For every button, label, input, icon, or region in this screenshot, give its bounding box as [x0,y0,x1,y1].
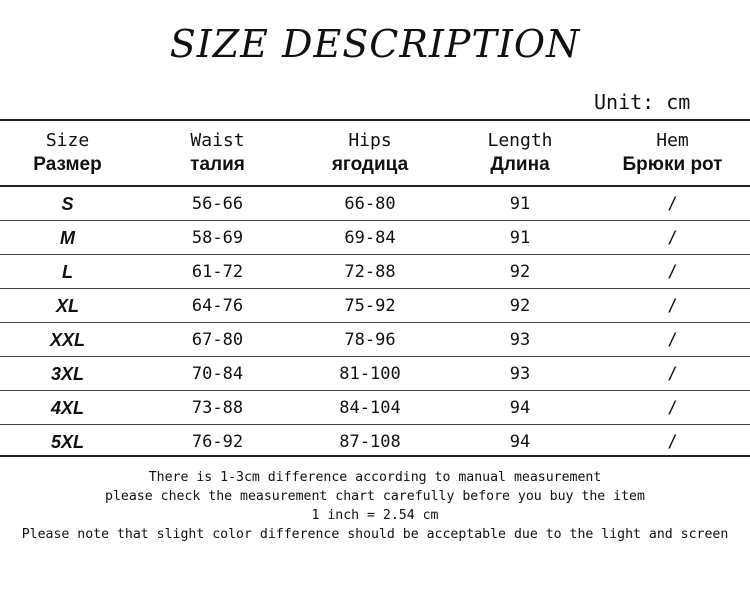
header-length-ru: Длина [490,154,550,175]
table-row [0,187,750,221]
note-difference: There is 1-3cm difference according to manual measurement [148,470,602,485]
header-waist-ru: талия [190,154,245,175]
cell-waist: 61-72 [191,262,244,282]
header-length [450,129,590,177]
cell-length: 91 [509,228,531,248]
cell-hem: / [667,262,678,282]
cell-size: XXL [49,330,85,350]
header-hem-ru: Брюки рот [622,154,723,175]
cell-hem: / [667,432,678,452]
header-hips-ru: ягодица [331,154,409,175]
header-size-ru: Размер [33,154,102,175]
cell-hips: 66-80 [344,194,396,214]
cell-hem: / [667,228,678,248]
cell-waist: 56-66 [191,194,244,214]
cell-length: 93 [509,330,531,350]
header-waist [150,129,285,177]
cell-size: 4XL [50,398,84,418]
cell-size: 3XL [50,364,84,384]
notes-block [0,468,750,544]
cell-length: 92 [509,296,531,316]
table-row [0,221,750,255]
cell-length: 93 [509,364,531,384]
table-row [0,255,750,289]
cell-size: M [60,228,75,248]
table-header-row [0,121,750,185]
header-hem [600,129,745,177]
cell-hips: 81-100 [339,364,401,384]
cell-size: S [61,194,74,214]
cell-hips: 84-104 [339,398,401,418]
note-inch-conversion: 1 inch = 2.54 cm [311,508,439,523]
header-hips [300,129,440,177]
header-size [0,129,135,177]
cell-hips: 72-88 [344,262,396,282]
note-check-chart: please check the measurement chart carefully before you buy the item [105,489,645,504]
table-row [0,425,750,459]
cell-waist: 67-80 [191,330,244,350]
header-size-en: Size [45,130,90,151]
note-color-difference: Please note that slight color difference should be acceptable due to the light and screen [21,527,729,542]
cell-waist: 58-69 [191,228,244,248]
cell-hips: 69-84 [344,228,396,248]
cell-hem: / [667,296,678,316]
cell-hem: / [667,194,678,214]
cell-length: 94 [509,398,531,418]
cell-hips: 75-92 [344,296,396,316]
cell-waist: 64-76 [191,296,244,316]
table-row [0,289,750,323]
header-hem-en: Hem [656,130,689,151]
cell-waist: 73-88 [191,398,244,418]
cell-size: XL [55,296,79,316]
header-waist-en: Waist [190,130,245,151]
cell-hem: / [667,364,678,384]
cell-hips: 78-96 [344,330,396,350]
cell-waist: 76-92 [191,432,244,452]
header-hips-en: Hips [348,130,392,151]
cell-length: 94 [509,432,531,452]
page-title: SIZE DESCRIPTION [169,22,581,66]
cell-hips: 87-108 [339,432,401,452]
cell-length: 91 [509,194,531,214]
cell-size: L [62,262,73,282]
header-length-en: Length [487,130,553,151]
table-row [0,391,750,425]
cell-size: 5XL [50,432,84,452]
cell-waist: 70-84 [191,364,244,384]
table-row [0,323,750,357]
cell-hem: / [667,398,678,418]
table-bottom-border [0,455,750,457]
cell-length: 92 [509,262,531,282]
cell-hem: / [667,330,678,350]
unit-label: Unit: cm [594,90,691,114]
table-row [0,357,750,391]
